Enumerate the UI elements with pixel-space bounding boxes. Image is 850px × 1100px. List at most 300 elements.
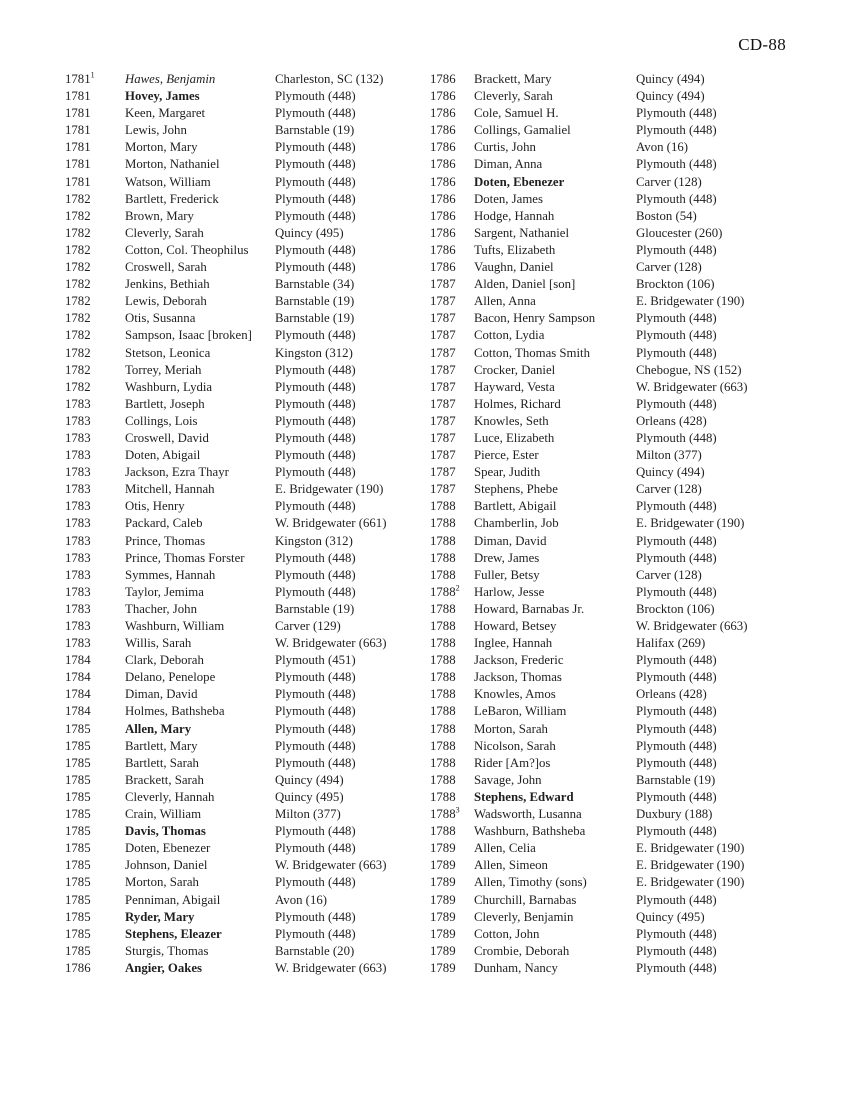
entry-year: 1786 — [430, 140, 456, 155]
entry-name: Sargent, Nathaniel — [474, 225, 570, 240]
entry-year: 1785 — [65, 875, 91, 890]
page-number-label: CD-88 — [738, 35, 786, 54]
index-entry — [65, 686, 430, 703]
entry-place: Plymouth (448) — [275, 550, 356, 565]
entry-year: 1788 — [430, 704, 456, 719]
entry-name: Knowles, Amos — [474, 687, 556, 702]
entry-name: Cotton, Thomas Smith — [474, 345, 591, 360]
entry-place: Plymouth (448) — [275, 260, 356, 275]
entry-name: Symmes, Hannah — [125, 567, 216, 582]
entry-name: Brown, Mary — [125, 208, 194, 223]
entry-name: Allen, Mary — [125, 721, 192, 736]
index-entry — [430, 498, 805, 515]
entry-place: Plymouth (448) — [275, 824, 356, 839]
entry-name: Wadsworth, Lusanna — [474, 807, 582, 822]
entry-year: 1787 — [430, 345, 456, 360]
index-entry — [430, 909, 805, 926]
entry-year: 1787 — [430, 448, 456, 463]
entry-place: Plymouth (448) — [636, 396, 717, 411]
entry-name: Knowles, Seth — [474, 413, 549, 428]
entry-name: Howard, Betsey — [474, 619, 557, 633]
entry-place: Plymouth (448) — [275, 174, 356, 189]
entry-place: Plymouth (448) — [275, 430, 356, 445]
index-entry — [430, 464, 805, 481]
entry-place: Quincy (495) — [275, 789, 344, 804]
index-entry — [65, 550, 430, 567]
entry-name: Bartlett, Joseph — [125, 396, 205, 411]
entry-name: Morton, Mary — [125, 140, 198, 155]
index-entry — [430, 584, 805, 601]
entry-place: Quincy (495) — [636, 909, 705, 924]
entry-name: Bartlett, Sarah — [125, 755, 199, 770]
entry-year: 1785 — [65, 721, 91, 736]
entry-name: Prince, Thomas Forster — [125, 550, 245, 565]
index-entry — [430, 601, 805, 618]
entry-year: 1783 — [65, 396, 91, 411]
index-entry — [65, 481, 430, 498]
index-entry — [65, 618, 430, 635]
entry-place: Plymouth (448) — [636, 704, 717, 719]
entry-year: 1788 — [430, 755, 456, 770]
entry-name: Morton, Sarah — [474, 721, 548, 736]
entry-name: Doten, James — [474, 191, 543, 206]
entry-name: Spear, Judith — [474, 465, 541, 480]
index-entry — [65, 225, 430, 242]
entry-place: Brockton (106) — [636, 601, 715, 616]
index-entry — [65, 635, 430, 652]
index-entry — [65, 755, 430, 772]
entry-place: Plymouth (448) — [636, 123, 717, 138]
entry-name: Doten, Ebenezer — [474, 174, 565, 189]
entry-place: Plymouth (448) — [636, 499, 717, 514]
entry-name: Bacon, Henry Sampson — [474, 311, 596, 326]
entry-place: E. Bridgewater (190) — [636, 858, 745, 873]
entry-name: Thacher, John — [125, 601, 197, 616]
entry-year: 1784 — [65, 704, 91, 719]
entry-name: Morton, Sarah — [125, 875, 199, 890]
entry-year: 1785 — [65, 892, 91, 907]
entry-name: Morton, Nathaniel — [125, 157, 220, 172]
entry-name: Dunham, Nancy — [474, 960, 558, 975]
index-entry — [430, 156, 805, 173]
entry-place: Barnstable (19) — [275, 311, 355, 326]
entry-place: Orleans (428) — [636, 413, 707, 428]
entry-year: 1783 — [65, 448, 91, 463]
entry-year: 1784 — [65, 670, 91, 685]
entry-name: Mitchell, Hannah — [125, 482, 215, 497]
entry-name: Collings, Gamaliel — [474, 123, 571, 138]
entry-place: Carver (128) — [636, 567, 702, 582]
index-entry — [430, 567, 805, 584]
entry-name: Savage, John — [474, 772, 542, 787]
entry-name: Allen, Anna — [474, 294, 536, 309]
entry-place: Plymouth (448) — [275, 191, 356, 206]
entry-name: Bartlett, Abigail — [474, 499, 557, 514]
entry-name: Bartlett, Frederick — [125, 191, 219, 206]
entry-year: 1786 — [430, 208, 456, 223]
entry-name: Stephens, Phebe — [474, 482, 558, 497]
index-entry — [430, 703, 805, 720]
index-entry — [65, 259, 430, 276]
index-entry — [430, 943, 805, 960]
entry-year: 1789 — [430, 841, 456, 856]
entry-place: Gloucester (260) — [636, 225, 723, 240]
index-entry — [430, 105, 805, 122]
entry-year: 1786 — [430, 72, 456, 86]
index-entry — [65, 327, 430, 344]
index-entry — [430, 892, 805, 909]
entry-place: E. Bridgewater (190) — [636, 294, 745, 309]
entry-name: Jackson, Thomas — [474, 670, 562, 685]
index-entry — [65, 823, 430, 840]
entry-name: Drew, James — [474, 550, 540, 565]
entry-year: 1788 — [430, 636, 456, 651]
index-entry — [430, 71, 805, 88]
index-entry — [430, 772, 805, 789]
entry-year: 1782 — [65, 277, 91, 292]
entry-name: Delano, Penelope — [125, 670, 216, 685]
entry-year: 1789 — [430, 960, 456, 975]
entry-place: Plymouth (448) — [275, 328, 356, 343]
entry-name: Penniman, Abigail — [125, 892, 221, 907]
entry-place: Plymouth (448) — [275, 841, 356, 856]
entry-year: 1788 — [430, 687, 456, 702]
entry-place: Plymouth (451) — [275, 653, 356, 668]
entry-year: 1788 — [430, 772, 456, 787]
entry-year: 1782 — [65, 311, 91, 326]
entry-place: E. Bridgewater (190) — [275, 482, 384, 497]
entry-name: Collings, Lois — [125, 413, 198, 428]
entry-place: Boston (54) — [636, 208, 697, 223]
entry-year: 1783 — [65, 465, 91, 480]
index-entry — [65, 515, 430, 532]
entry-place: Kingston (312) — [275, 345, 353, 360]
entry-place: Plymouth (448) — [275, 242, 356, 257]
entry-name: Taylor, Jemima — [125, 584, 204, 599]
entry-place: Orleans (428) — [636, 687, 707, 702]
entry-place: Plymouth (448) — [275, 875, 356, 890]
entry-name: Rider [Am?]os — [474, 755, 551, 770]
index-entry — [65, 88, 430, 105]
entry-year: 1785 — [65, 909, 91, 924]
entry-place: Barnstable (19) — [275, 601, 355, 616]
entry-year: 1783 — [65, 430, 91, 445]
entry-year: 1785 — [65, 789, 91, 804]
entry-year: 1782 — [65, 260, 91, 275]
index-entry — [65, 738, 430, 755]
index-entry — [65, 191, 430, 208]
index-entry — [65, 840, 430, 857]
entry-year: 1785 — [65, 926, 91, 941]
entry-place: Plymouth (448) — [636, 738, 717, 753]
entry-year: 1785 — [65, 738, 91, 753]
index-entry — [430, 174, 805, 191]
entry-place: Milton (377) — [636, 448, 702, 463]
index-entry — [65, 721, 430, 738]
entry-name: Alden, Daniel [son] — [474, 277, 576, 292]
index-entry — [430, 618, 805, 635]
entry-name: Washburn, Bathsheba — [474, 824, 586, 839]
index-entry — [430, 430, 805, 447]
index-column-right — [430, 71, 805, 977]
entry-year: 1782 — [65, 242, 91, 257]
entry-name: Cleverly, Sarah — [125, 225, 204, 240]
index-entry — [65, 276, 430, 293]
entry-year: 1787 — [430, 328, 456, 343]
entry-name: Allen, Simeon — [474, 858, 548, 873]
entry-name: Brackett, Mary — [474, 72, 552, 86]
entry-year: 1786 — [430, 174, 456, 189]
entry-name: Cole, Samuel H. — [474, 106, 559, 121]
entry-place: W. Bridgewater (663) — [636, 619, 748, 633]
entry-place: Plymouth (448) — [636, 824, 717, 839]
index-entry — [430, 225, 805, 242]
entry-name: Hodge, Hannah — [474, 208, 555, 223]
index-entry — [65, 379, 430, 396]
entry-year: 1787 — [430, 379, 456, 394]
index-entry — [430, 874, 805, 891]
index-entry — [430, 88, 805, 105]
entry-year: 1789 — [430, 909, 456, 924]
entry-year: 1783 — [65, 533, 91, 548]
entry-place: W. Bridgewater (663) — [275, 960, 387, 975]
entry-place: Barnstable (34) — [275, 277, 355, 292]
entry-name: Doten, Abigail — [125, 448, 201, 463]
index-entry — [65, 584, 430, 601]
entry-place: Plymouth (448) — [275, 379, 356, 394]
entry-year: 1788 — [430, 567, 456, 582]
entry-year: 1789 — [430, 943, 456, 958]
entry-year: 1782 — [65, 191, 91, 206]
entry-name: Diman, David — [474, 533, 547, 548]
entry-name: Doten, Ebenezer — [125, 841, 211, 856]
index-entry — [65, 174, 430, 191]
entry-name: Holmes, Bathsheba — [125, 704, 225, 719]
entry-place: Barnstable (20) — [275, 943, 355, 958]
entry-place: Plymouth (448) — [636, 242, 717, 257]
entry-place: Plymouth (448) — [275, 448, 356, 463]
index-entry — [65, 772, 430, 789]
index-entry — [65, 242, 430, 259]
entry-place: Plymouth (448) — [636, 191, 717, 206]
entry-place: Quincy (494) — [636, 89, 705, 104]
entry-name: Lewis, John — [125, 123, 187, 138]
index-entry — [430, 738, 805, 755]
entry-name: Bartlett, Mary — [125, 738, 198, 753]
entry-year: 1785 — [65, 858, 91, 873]
entry-name: Davis, Thomas — [125, 824, 206, 839]
entry-year: 1781 — [65, 123, 91, 138]
entry-year: 1787 — [430, 482, 456, 497]
entry-name: Croswell, Sarah — [125, 260, 207, 275]
entry-year: 1786 — [430, 225, 456, 240]
index-entry — [430, 669, 805, 686]
entry-name: Watson, William — [125, 174, 211, 189]
entry-place: Plymouth (448) — [275, 721, 356, 736]
entry-year: 1787 — [430, 396, 456, 411]
entry-place: Charleston, SC (132) — [275, 72, 384, 86]
entry-year: 1787 — [430, 311, 456, 326]
entry-place: Plymouth (448) — [636, 430, 717, 445]
entry-place: Plymouth (448) — [636, 789, 717, 804]
entry-year: 1785 — [65, 772, 91, 787]
entry-year: 1786 — [430, 260, 456, 275]
entry-name: Lewis, Deborah — [125, 294, 207, 309]
index-entry — [430, 840, 805, 857]
entry-year: 1788 — [430, 738, 456, 753]
entry-year: 1781 — [65, 174, 91, 189]
index-entry — [430, 652, 805, 669]
entry-place: Brockton (106) — [636, 277, 715, 292]
entry-year: 1783 — [65, 482, 91, 497]
index-entry — [65, 293, 430, 310]
index-entry — [65, 105, 430, 122]
entry-name: Ryder, Mary — [125, 909, 195, 924]
entry-name: Pierce, Ester — [474, 448, 539, 463]
index-entry — [430, 686, 805, 703]
entry-name: Brackett, Sarah — [125, 772, 204, 787]
entry-place: Avon (16) — [636, 140, 689, 155]
entry-name: Cleverly, Hannah — [125, 789, 215, 804]
entry-year: 1789 — [430, 892, 456, 907]
index-entry — [430, 293, 805, 310]
entry-place: Plymouth (448) — [636, 533, 717, 548]
entry-name: Nicolson, Sarah — [474, 738, 556, 753]
entry-place: E. Bridgewater (190) — [636, 841, 745, 856]
entry-year: 1787 — [430, 430, 456, 445]
entry-name: Cleverly, Sarah — [474, 89, 553, 104]
entry-name: Fuller, Betsy — [474, 567, 540, 582]
entry-place: Quincy (494) — [636, 465, 705, 480]
entry-year: 1781 — [65, 106, 91, 121]
entry-name: Otis, Susanna — [125, 311, 196, 326]
entry-name: Cleverly, Benjamin — [474, 909, 574, 924]
index-entry — [65, 857, 430, 874]
entry-year: 1788 — [430, 499, 456, 514]
entry-year: 1789 — [430, 875, 456, 890]
entry-place: Kingston (312) — [275, 533, 353, 548]
entry-year: 1785 — [65, 841, 91, 856]
entry-year: 1788 — [430, 533, 456, 548]
entry-place: Carver (128) — [636, 482, 702, 497]
index-entry — [430, 276, 805, 293]
entry-place: Plymouth (448) — [275, 413, 356, 428]
entry-year: 1788 — [430, 789, 456, 804]
entry-year: 1785 — [65, 943, 91, 958]
entry-name: Inglee, Hannah — [474, 636, 553, 651]
index-entry — [430, 310, 805, 327]
entry-name: Croswell, David — [125, 430, 209, 445]
entry-year: 1786 — [65, 960, 91, 975]
entry-year: 1787 — [430, 465, 456, 480]
entry-place: E. Bridgewater (190) — [636, 516, 745, 531]
index-entry — [65, 310, 430, 327]
entry-year: 1786 — [430, 106, 456, 121]
index-entry — [430, 755, 805, 772]
entry-place: Barnstable (19) — [275, 123, 355, 138]
entry-year: 1782 — [65, 294, 91, 309]
entry-year: 1788 — [430, 670, 456, 685]
entry-year: 1783 — [65, 619, 91, 633]
index-entry — [430, 857, 805, 874]
entry-name: Curtis, John — [474, 140, 536, 155]
index-entry — [430, 259, 805, 276]
footnote-marker: 3 — [455, 805, 460, 815]
entry-place: Plymouth (448) — [636, 584, 717, 599]
entry-place: Barnstable (19) — [636, 772, 716, 787]
index-entry — [430, 635, 805, 652]
entry-place: Plymouth (448) — [275, 687, 356, 702]
entry-name: Chamberlin, Job — [474, 516, 559, 531]
index-entry — [65, 498, 430, 515]
entry-year: 1787 — [430, 277, 456, 292]
index-entry — [430, 789, 805, 806]
entry-place: Plymouth (448) — [636, 311, 717, 326]
index-entry — [430, 515, 805, 532]
index-entry — [430, 396, 805, 413]
index-entry — [65, 789, 430, 806]
entry-place: Plymouth (448) — [275, 704, 356, 719]
entry-place: W. Bridgewater (663) — [275, 858, 387, 873]
entry-name: Howard, Barnabas Jr. — [474, 601, 585, 616]
entry-place: Plymouth (448) — [636, 345, 717, 360]
entry-year: 1787 — [430, 362, 456, 377]
index-entry — [65, 208, 430, 225]
entry-name: Angier, Oakes — [125, 960, 203, 975]
index-entry — [65, 567, 430, 584]
entry-place: Plymouth (448) — [636, 960, 717, 975]
entry-year: 1789 — [430, 858, 456, 873]
entry-year: 1783 — [65, 601, 91, 616]
entry-name: Allen, Timothy (sons) — [474, 875, 587, 890]
index-entry — [65, 362, 430, 379]
index-entry — [430, 122, 805, 139]
entry-year: 1782 — [65, 208, 91, 223]
entry-year: 1782 — [65, 328, 91, 343]
index-entry — [430, 447, 805, 464]
entry-year: 1785 — [65, 824, 91, 839]
index-entry — [430, 926, 805, 943]
entry-place: Plymouth (448) — [275, 755, 356, 770]
entry-year: 1786 — [430, 242, 456, 257]
index-columns — [65, 71, 805, 977]
entry-place: Duxbury (188) — [636, 807, 713, 822]
index-entry — [65, 71, 430, 88]
index-entry — [65, 601, 430, 618]
entry-place: Plymouth (448) — [636, 653, 717, 668]
entry-name: Cotton, Lydia — [474, 328, 545, 343]
index-entry — [65, 669, 430, 686]
entry-year: 1785 — [65, 807, 91, 822]
entry-place: Plymouth (448) — [636, 721, 717, 736]
entry-place: Plymouth (448) — [275, 567, 356, 582]
entry-name: Prince, Thomas — [125, 533, 206, 548]
entry-year: 1788$^2$ — [430, 583, 460, 599]
entry-name: Johnson, Daniel — [125, 858, 208, 873]
index-entry — [65, 345, 430, 362]
index-entry — [65, 892, 430, 909]
entry-name: Packard, Caleb — [125, 516, 203, 531]
entry-place: W. Bridgewater (663) — [275, 636, 387, 651]
entry-year: 1783 — [65, 550, 91, 565]
entry-year: 1783 — [65, 636, 91, 651]
entry-place: Carver (128) — [636, 174, 702, 189]
entry-name: Crombie, Deborah — [474, 943, 570, 958]
entry-place: Plymouth (448) — [275, 208, 356, 223]
entry-place: Halifax (269) — [636, 636, 706, 651]
index-entry — [430, 208, 805, 225]
index-entry — [430, 721, 805, 738]
